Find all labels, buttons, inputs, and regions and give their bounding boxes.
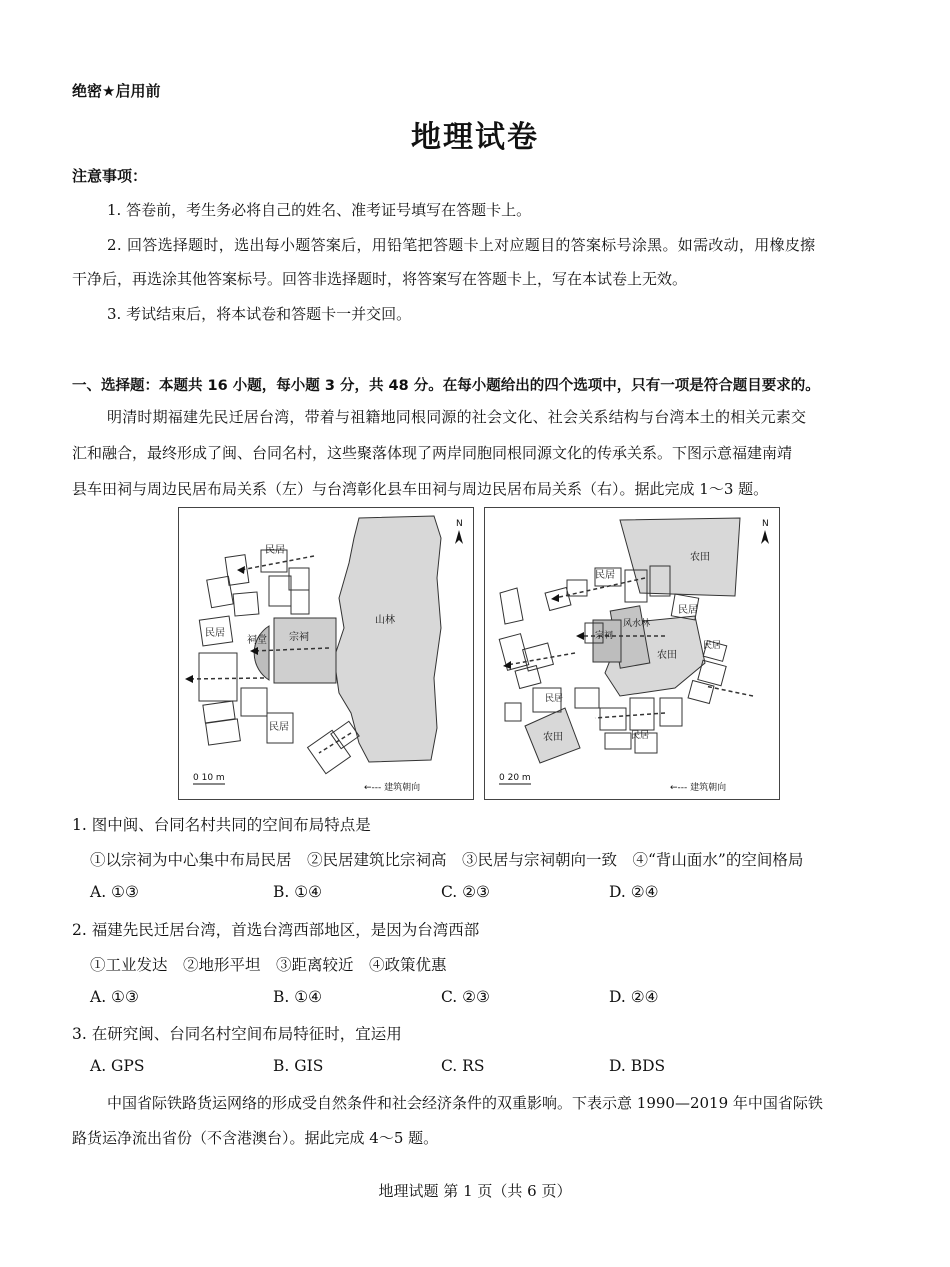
question-1-stem: 1. 图中闽、台同名村共同的空间布局特点是	[72, 816, 371, 834]
question-2-option-d[interactable]: D. ②④	[609, 988, 659, 1006]
notice-item-3: 3. 考试结束后，将本试卷和答题卡一并交回。	[107, 305, 412, 323]
scale-left: 0 10 m	[193, 773, 225, 783]
passage1-line-3: 县车田祠与周边民居布局关系（左）与台湾彰化县车田祠与周边民居布局关系（右）。据此完成 1～3 题。	[72, 480, 769, 498]
question-1-option-d[interactable]: D. ②④	[609, 883, 659, 901]
map-right-label-7: 民居	[703, 641, 722, 651]
passage1-line-2: 汇和融合，最终形成了闽、台同名村，这些聚落体现了两岸同胞同根同源文化的传承关系。下图示意福建南靖	[72, 444, 793, 462]
question-2-statements: ①工业发达 ②地形平坦 ③距离较近 ④政策优惠	[90, 956, 447, 974]
page-footer: 地理试题 第 1 页（共 6 页）	[378, 1182, 572, 1200]
page-title: 地理试卷	[411, 120, 539, 155]
section-heading: 一、选择题：本题共 16 小题，每小题 3 分，共 48 分。在每小题给出的四个选项中，只有一项是符合题目要求的。	[72, 378, 820, 394]
passage2-line-2: 路货运净流出省份（不含港澳台）。据此完成 4～5 题。	[72, 1129, 439, 1147]
north-arrow-right: N	[762, 519, 769, 529]
map-right-label-9: 农田	[543, 732, 563, 743]
question-2-option-b[interactable]: B. ①④	[273, 988, 323, 1006]
question-3-option-a[interactable]: A. GPS	[90, 1057, 145, 1075]
notice-item-2: 2. 回答选择题时，选出每小题答案后，用铅笔把答题卡上对应题目的答案标号涂黑。如需改动，用橡皮擦	[107, 236, 816, 254]
question-3-option-c[interactable]: C. RS	[441, 1057, 485, 1075]
map-left-label-1: 民居	[265, 545, 285, 556]
mountain-forest-area	[334, 516, 441, 762]
map-left-label-4: 宗祠	[289, 632, 309, 643]
question-1-option-c[interactable]: C. ②③	[441, 883, 490, 901]
map-right-label-6: 农田	[657, 650, 677, 661]
legend-left: ←--- 建筑朝向	[364, 783, 421, 793]
notice-item-1: 1. 答卷前，考生务必将自己的姓名、准考证号填写在答题卡上。	[107, 201, 532, 219]
question-1-option-b[interactable]: B. ①④	[273, 883, 323, 901]
map-right-label-8: 民居	[545, 694, 564, 704]
map-right-label-10: 民居	[631, 731, 650, 741]
map-left-label-5: 山林	[375, 615, 395, 626]
map-right-label-4: 宗祠	[595, 631, 614, 641]
passage1-line-1: 明清时期福建先民迁居台湾，带着与祖籍地同根同源的社会文化、社会关系结构与台湾本土的相关元素交	[107, 408, 807, 426]
question-3-option-d[interactable]: D. BDS	[609, 1057, 666, 1075]
north-arrow-icon	[455, 530, 463, 544]
map-right-label-1: 农田	[690, 552, 710, 563]
map-right	[484, 507, 780, 800]
map-left-label-6: 民居	[269, 722, 289, 733]
ancestral-hall-right	[593, 620, 621, 662]
map-right-label-2: 民居	[595, 570, 615, 581]
map-right-label-3: 民居	[678, 605, 698, 616]
passage2-line-1: 中国省际铁路货运网络的形成受自然条件和社会经济条件的双重影响。下表示意 1990—2019 年中国省际铁	[107, 1094, 823, 1112]
map-right-label-5: 风水林	[623, 619, 651, 629]
question-3-stem: 3. 在研究闽、台同名村空间布局特征时，宜运用	[72, 1025, 402, 1043]
north-arrow-icon-right	[761, 530, 769, 544]
scale-right: 0 20 m	[499, 773, 531, 783]
question-2-option-a[interactable]: A. ①③	[90, 988, 139, 1006]
legend-right: ←--- 建筑朝向	[670, 783, 727, 793]
north-arrow-left: N	[456, 519, 463, 529]
question-2-option-c[interactable]: C. ②③	[441, 988, 490, 1006]
map-left-label-3: 祠堂	[247, 635, 267, 646]
notice-item-2-cont: 干净后，再选涂其他答案标号。回答非选择题时，将答案写在答题卡上，写在本试卷上无效。	[72, 270, 688, 288]
map-left-label-2: 民居	[205, 628, 225, 639]
question-1-option-a[interactable]: A. ①③	[90, 883, 139, 901]
notice-heading: 注意事项：	[72, 167, 148, 185]
question-1-statements: ①以宗祠为中心集中布局民居 ②民居建筑比宗祠高 ③民居与宗祠朝向一致 ④“背山面水”的空间格局	[90, 851, 804, 869]
question-2-stem: 2. 福建先民迁居台湾，首选台湾西部地区，是因为台湾西部	[72, 921, 480, 939]
confidential-mark: 绝密★启用前	[72, 82, 161, 100]
question-3-option-b[interactable]: B. GIS	[273, 1057, 324, 1075]
farmland-top	[620, 518, 740, 596]
map-left	[178, 507, 474, 800]
